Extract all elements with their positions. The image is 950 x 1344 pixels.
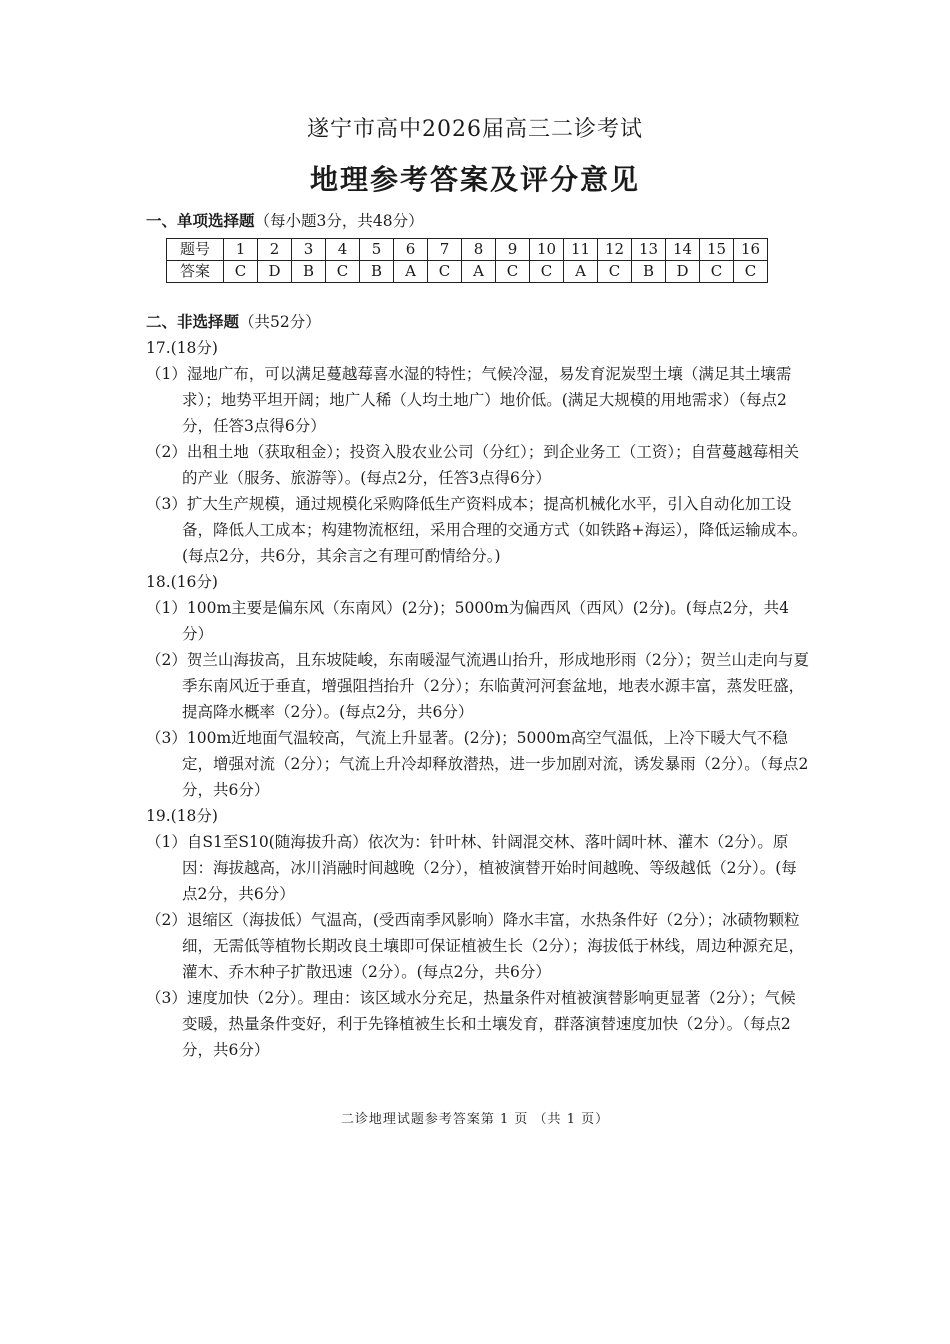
question-number-cell: 6 (394, 239, 428, 261)
question-number-cell: 9 (496, 239, 530, 261)
answer-cell: A (462, 261, 496, 283)
row-label: 答案 (167, 261, 224, 283)
answer-cell: D (666, 261, 700, 283)
answer-cell: B (632, 261, 666, 283)
section-heading-multiple-choice (146, 208, 810, 234)
question-18-part-3: （3）100m近地面气温较高，气流上升显著。(2分)；5000m高空气温低，上冷下暖大气不稳定，增强对流（2分）；气流上升冷却释放潜热，进一步加剧对流，诱发暴雨（2分）。（每点2分，共6分） (146, 729, 809, 799)
section-heading-note: （共52分） (239, 313, 321, 331)
answer-cell: C (428, 261, 462, 283)
page-footer: 二诊地理试题参考答案第 1 页 （共 1 页） (340, 1112, 610, 1127)
question-17-part-3: （3）扩大生产规模，通过规模化采购降低生产资料成本；提高机械化水平，引入自动化加工设备，降低人工成本；构建物流枢纽，采用合理的交通方式（如铁路+海运），降低运输成本。(每点2分，共6分，其余言之有理可酌情给分。) (146, 495, 808, 565)
section-heading-label: 一、单项选择题 (146, 211, 255, 230)
question-17-part-2: （2）出租土地（获取租金）；投资入股农业公司（分红）；到企业务工（工资）；自营蔓越莓相关的产业（服务、旅游等）。(每点2分，任答3点得6分） (146, 443, 800, 487)
answer-cell: B (292, 261, 326, 283)
question-number-cell: 15 (700, 239, 734, 261)
answer-cell: C (700, 261, 734, 283)
question-18-part-2: （2）贺兰山海拔高，且东坡陡峻，东南暖湿气流遇山抬升，形成地形雨（2分）；贺兰山走向与夏季东南风近于垂直，增强阻挡抬升（2分）；东临黄河河套盆地，地表水源丰富，蒸发旺盛，提高降水概率（2分）。(每点2分，共6分） (146, 651, 809, 721)
content-body (146, 208, 810, 1063)
section-spacer (146, 283, 810, 309)
question-number-cell: 8 (462, 239, 496, 261)
question-number-cell: 5 (360, 239, 394, 261)
document-subtitle: 地理参考答案及评分意见 (309, 163, 640, 196)
question-number-cell: 13 (632, 239, 666, 261)
answer-cell: C (326, 261, 360, 283)
question-number-cell: 4 (326, 239, 360, 261)
question-18-number: 18.(16分) (146, 573, 218, 591)
answer-cell: C (734, 261, 768, 283)
section-heading-free-response (146, 309, 810, 335)
answer-cell: A (394, 261, 428, 283)
question-number-cell: 1 (224, 239, 258, 261)
row-label: 题号 (167, 239, 224, 261)
answer-cell: B (360, 261, 394, 283)
answer-cell: C (496, 261, 530, 283)
question-17-part-1: （1）湿地广布，可以满足蔓越莓喜水湿的特性；气候冷湿，易发育泥炭型土壤（满足其土壤需求）；地势平坦开阔；地广人稀（人均土地广）地价低。(满足大规模的用地需求）（每点2分，任答3点得6分） (146, 365, 792, 435)
answer-cell: C (530, 261, 564, 283)
answer-table (166, 238, 768, 283)
question-number-row (167, 239, 768, 261)
question-19-number: 19.(18分) (146, 807, 218, 825)
question-number-cell: 11 (564, 239, 598, 261)
section-heading-label: 二、非选择题 (146, 312, 240, 331)
question-19-part-1: （1）自S1至S10(随海拔升高）依次为：针叶林、针阔混交林、落叶阔叶林、灌木（2分）。原因：海拔越高，冰川消融时间越晚（2分），植被演替开始时间越晚、等级越低（2分）。(每点2分，共6分） (146, 833, 797, 903)
question-number-cell: 3 (292, 239, 326, 261)
answer-cell: D (258, 261, 292, 283)
answer-cell: A (564, 261, 598, 283)
answer-row (167, 261, 768, 283)
question-number-cell: 10 (530, 239, 564, 261)
question-number-cell: 2 (258, 239, 292, 261)
question-number-cell: 7 (428, 239, 462, 261)
answer-cell: C (224, 261, 258, 283)
exam-title: 遂宁市高中2026届高三二诊考试 (307, 117, 643, 142)
answer-cell: C (598, 261, 632, 283)
question-18-part-1: （1）100m主要是偏东风（东南风）(2分)；5000m为偏西风（西风）(2分)。(每点2分，共4分） (146, 599, 789, 643)
question-19-part-2: （2）退缩区（海拔低）气温高，(受西南季风影响）降水丰富，水热条件好（2分）；冰碛物颗粒细，无需低等植物长期改良土壤即可保证植被生长（2分）；海拔低于林线，周边种源充足，灌木、乔木种子扩散迅速（2分）。(每点2分，共6分） (146, 911, 805, 981)
question-17-number: 17.(18分) (146, 339, 218, 357)
section-heading-note: （每小题3分，共48分） (254, 212, 424, 230)
question-number-cell: 16 (734, 239, 768, 261)
question-number-cell: 12 (598, 239, 632, 261)
question-19-part-3: （3）速度加快（2分）。理由：该区域水分充足，热量条件对植被演替影响更显著（2分）；气候变暖，热量条件变好，利于先锋植被生长和土壤发育，群落演替速度加快（2分）。（每点2分，共6分） (146, 989, 796, 1059)
question-number-cell: 14 (666, 239, 700, 261)
